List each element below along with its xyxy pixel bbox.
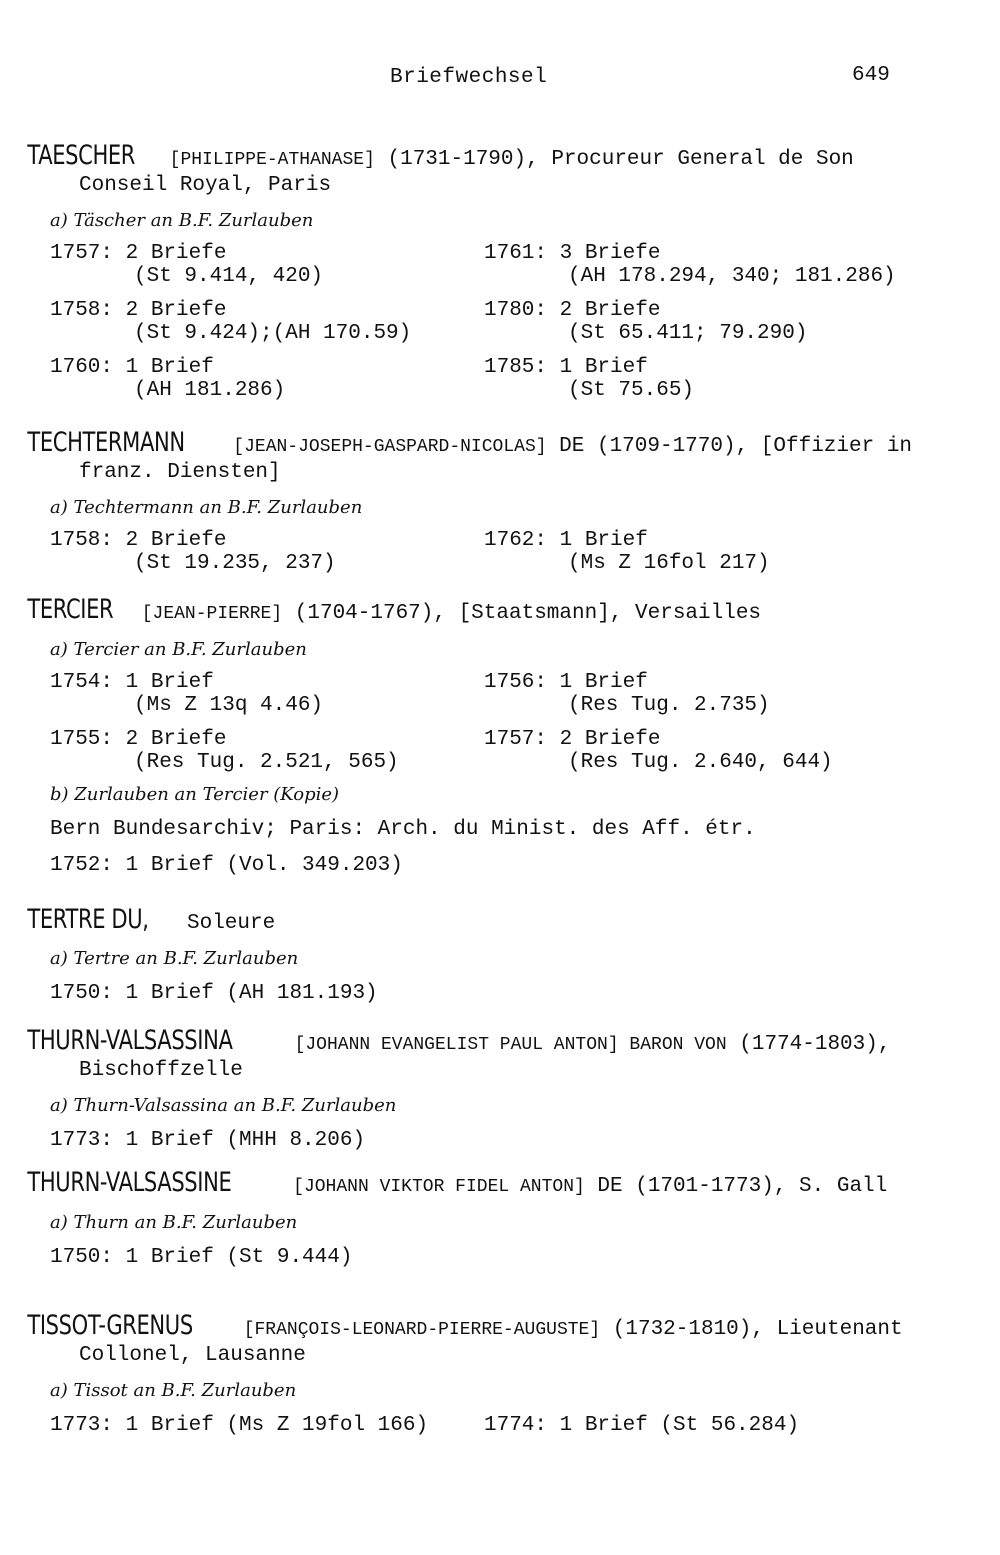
- record-ref: (Res Tug. 2.735): [568, 694, 770, 717]
- record-ref: (Ms Z 13q 4.46): [134, 694, 324, 717]
- record-year: 1756: 1 Brief: [484, 671, 648, 694]
- letter-record: [50, 242, 484, 288]
- section-a-label: a) Tissot an B.F. Zurlauben: [50, 1380, 297, 1401]
- entry-heading: [27, 427, 930, 485]
- record-year: 1755: 2 Briefe: [50, 728, 227, 751]
- record-ref: (AH 181.286): [134, 379, 286, 402]
- record-ref: (St 9.424);(AH 170.59): [134, 322, 412, 345]
- section-a-label: a) Thurn-Valsassina an B.F. Zurlauben: [50, 1095, 397, 1116]
- record-year: 1758: 2 Briefe: [50, 299, 227, 322]
- entry-heading: [27, 1167, 930, 1200]
- letter-records: [50, 242, 930, 402]
- entry-name: THURN-VALSASSINA: [27, 1025, 233, 1056]
- entry-detail: DE (1709-1770), [Offizier in franz. Diensten]: [79, 435, 913, 484]
- entry-tertre: [27, 904, 930, 1006]
- record-year: 1758: 2 Briefe: [50, 529, 227, 552]
- section-a-label: a) Tertre an B.F. Zurlauben: [50, 948, 299, 969]
- entry-name-detail: [JEAN-PIERRE]: [141, 604, 283, 624]
- record-ref: (St 9.414, 420): [134, 265, 324, 288]
- letter-record: [50, 356, 484, 402]
- entry-detail: (1774-1803), Bischoffzelle: [79, 1033, 891, 1082]
- letter-record: [484, 356, 914, 402]
- record-year: 1761: 3 Briefe: [484, 242, 661, 265]
- record-year: 1757: 2 Briefe: [484, 728, 661, 751]
- record-ref: (Ms Z 16fol 217): [568, 552, 770, 575]
- record-line: 1750: 1 Brief (St 9.444): [50, 1246, 353, 1269]
- entry-detail: (1732-1810), Lieutenant Collonel, Lausanne: [79, 1318, 903, 1367]
- record-ref: (Res Tug. 2.640, 644): [568, 751, 833, 774]
- archive-line: Bern Bundesarchiv; Paris: Arch. du Minist. des Aff. étr.: [50, 818, 756, 841]
- entry-heading: [27, 1310, 930, 1368]
- entry-name-detail: [JOHANN EVANGELIST PAUL ANTON] BARON VON: [294, 1035, 727, 1055]
- letter-record: [484, 671, 914, 717]
- record-line: 1752: 1 Brief (Vol. 349.203): [50, 854, 403, 877]
- entry-heading: [27, 594, 930, 627]
- record-year: 1757: 2 Briefe: [50, 242, 227, 265]
- letter-record: [50, 299, 484, 345]
- record-year: 1754: 1 Brief: [50, 671, 214, 694]
- record-year: 1760: 1 Brief: [50, 356, 214, 379]
- entry-detail: DE (1701-1773), S. Gall: [584, 1175, 888, 1198]
- record-ref: (St 65.411; 79.290): [568, 322, 808, 345]
- entry-detail: Soleure: [174, 912, 276, 935]
- record-ref: (Res Tug. 2.521, 565): [134, 751, 399, 774]
- letter-record: [484, 299, 914, 345]
- section-a-label: a) Tercier an B.F. Zurlauben: [50, 639, 307, 660]
- entry-name-detail: [JEAN-JOSEPH-GASPARD-NICOLAS]: [233, 437, 547, 457]
- section-b-label: b) Zurlauben an Tercier (Kopie): [50, 784, 340, 805]
- letter-records: [50, 529, 930, 575]
- letter-record: [484, 242, 914, 288]
- entry-name: TERTRE DU,: [27, 904, 149, 935]
- entry-name: TERCIER: [27, 594, 114, 625]
- entry-tissot-grenus: [27, 1310, 930, 1438]
- entry-name: THURN-VALSASSINE: [27, 1167, 232, 1198]
- entry-detail: (1731-1790), Procureur General de Son Conseil Royal, Paris: [79, 148, 854, 197]
- entry-heading: [27, 140, 930, 198]
- running-head: [0, 66, 1000, 94]
- record-year: 1780: 2 Briefe: [484, 299, 661, 322]
- record-line: 1750: 1 Brief (AH 181.193): [50, 982, 378, 1005]
- letter-record: [484, 728, 914, 774]
- entry-name-detail: [JOHANN VIKTOR FIDEL ANTON]: [293, 1177, 585, 1197]
- entry-thurn-valsassine: [27, 1167, 930, 1270]
- section-a-label: a) Techtermann an B.F. Zurlauben: [50, 497, 363, 518]
- letter-record: [50, 728, 484, 774]
- entry-heading: [27, 904, 930, 936]
- record-ref: (St 75.65): [568, 379, 695, 402]
- entry-taescher: [27, 140, 930, 402]
- entry-name: TECHTERMANN: [27, 427, 185, 458]
- record-year: 1762: 1 Brief: [484, 529, 648, 552]
- letter-records: [50, 671, 930, 774]
- record-year: 1785: 1 Brief: [484, 356, 648, 379]
- letter-record: [50, 671, 484, 717]
- record-ref: (AH 178.294, 340; 181.286): [568, 265, 896, 288]
- entry-name-detail: [PHILIPPE-ATHANASE]: [169, 150, 375, 170]
- section-a-label: a) Thurn an B.F. Zurlauben: [50, 1212, 298, 1233]
- running-title: Briefwechsel: [390, 66, 548, 89]
- entry-heading: [27, 1025, 930, 1083]
- record-right: 1774: 1 Brief (St 56.284): [484, 1414, 800, 1437]
- record-left: 1773: 1 Brief (Ms Z 19fol 166): [50, 1414, 429, 1437]
- letter-record: [50, 529, 484, 575]
- entry-detail: (1704-1767), [Staatsmann], Versailles: [282, 602, 762, 625]
- entry-techtermann: [27, 427, 930, 575]
- entry-tercier: [27, 594, 930, 878]
- entry-thurn-valsassina: [27, 1025, 930, 1153]
- page-number: 649: [852, 64, 890, 87]
- letter-record: [484, 529, 914, 575]
- entry-name-detail: [FRANÇOIS-LEONARD-PIERRE-AUGUSTE]: [243, 1320, 601, 1340]
- record-ref: (St 19.235, 237): [134, 552, 336, 575]
- entry-name: TAESCHER: [27, 140, 136, 171]
- record-line: 1773: 1 Brief (MHH 8.206): [50, 1129, 366, 1152]
- section-a-label: a) Täscher an B.F. Zurlauben: [50, 210, 314, 231]
- entry-name: TISSOT-GRENUS: [27, 1310, 193, 1341]
- record-line: [50, 1414, 930, 1438]
